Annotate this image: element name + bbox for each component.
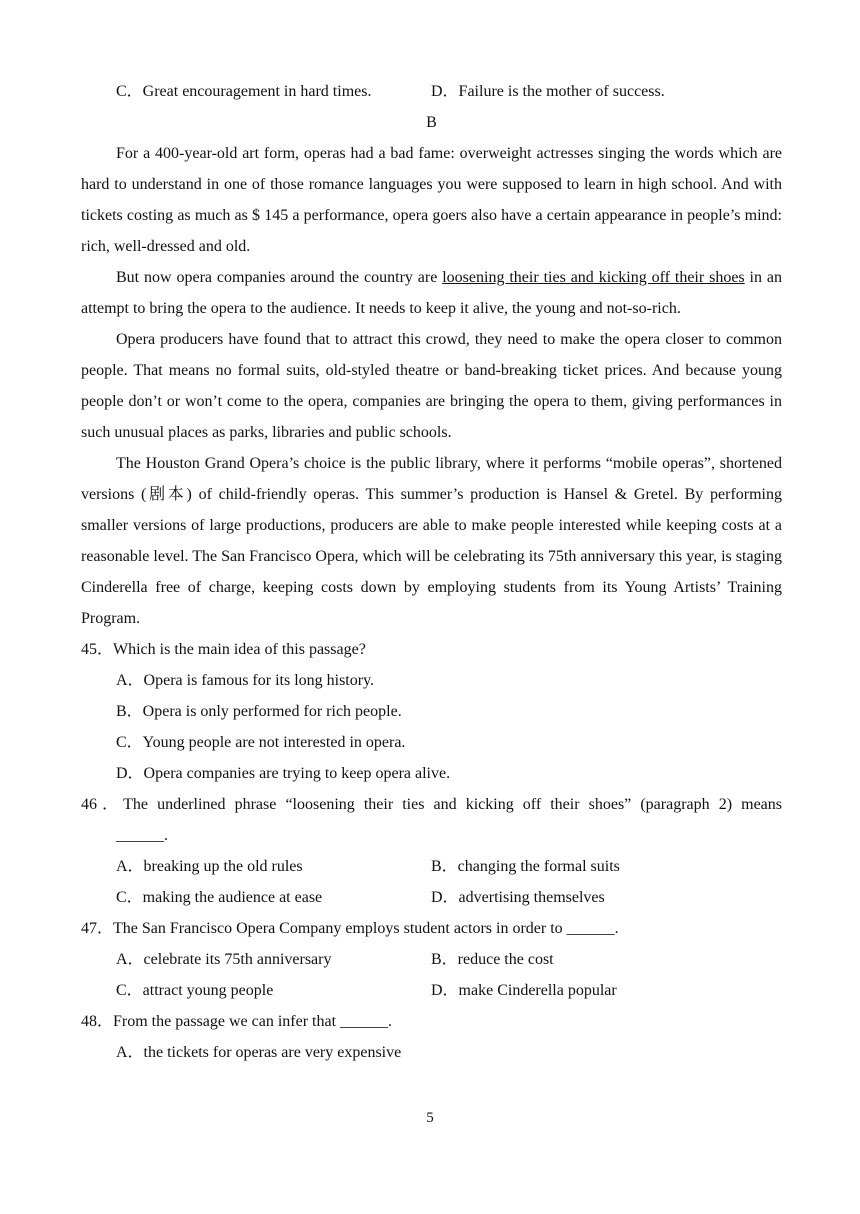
paragraph-4: The Houston Grand Opera’s choice is the public library, where it performs “mobile operas”, shortened versions (剧本) of child-friendly operas. This summer’s production is Hansel & Gretel. By performing smaller versions of large productions, producers are able to make people interested while keeping costs at a reasonable level. The San Francisco Opera, which will be celebrating its 75th anniversary this year, is staging Cinderella free of charge, keeping costs down by employing students from its Young Artists’ Training Program. xyxy=(81,455,782,627)
paragraph-1: For a 400-year-old art form, operas had a bad fame: overweight actresses singing the words which are hard to understand in one of those romance languages you were supposed to learn in high school. And with tickets costing as much as $ 145 a performance, opera goers also have a certain appearance in people’s mind: rich, well-dressed and old. xyxy=(81,145,782,255)
paragraph-2-end: in an attempt to bring the opera to the audience. It needs to keep it alive, the young and not-so-rich. xyxy=(81,269,783,317)
paragraph-2 xyxy=(81,262,782,324)
question-text: 45．Which is the main idea of this passage? xyxy=(81,641,366,658)
page-content xyxy=(81,76,782,1068)
answer-blank: ______. xyxy=(116,827,168,844)
underlined-phrase: loosening their ties and kicking off their shoes xyxy=(442,269,745,286)
question-45 xyxy=(81,634,782,789)
option-a: A．celebrate its 75th anniversary xyxy=(116,951,332,968)
question-text: 46．The underlined phrase “loosening their ties and kicking off their shoes” (paragraph 2) means xyxy=(81,796,782,813)
option-d: D．Opera companies are trying to keep opera alive. xyxy=(116,765,451,782)
option-a: A．the tickets for operas are very expensive xyxy=(116,1044,402,1061)
options-row-2 xyxy=(81,882,782,913)
question-47 xyxy=(81,913,782,1006)
option-d: D．advertising themselves xyxy=(431,889,605,906)
paragraph-2-start: But now opera companies around the country are xyxy=(116,269,443,286)
option-a: A．Opera is famous for its long history. xyxy=(116,672,375,689)
option-d: D．Failure is the mother of success. xyxy=(431,83,665,100)
question-text: 48．From the passage we can infer that ______. xyxy=(81,1013,393,1030)
options-row-2 xyxy=(81,975,782,1006)
option-c: C．attract young people xyxy=(116,982,274,999)
option-c: C．Young people are not interested in opera. xyxy=(116,734,406,751)
option-d: D．make Cinderella popular xyxy=(431,982,617,999)
options-row-1 xyxy=(81,944,782,975)
question-text: 47．The San Francisco Opera Company employs student actors in order to ______. xyxy=(81,920,619,937)
option-b: B．Opera is only performed for rich people. xyxy=(116,703,402,720)
question-46 xyxy=(81,789,782,913)
section-heading: B xyxy=(426,114,437,131)
option-c: C．making the audience at ease xyxy=(116,889,323,906)
page-number: 5 xyxy=(426,1110,434,1126)
options-row-1 xyxy=(81,851,782,882)
option-b: B．reduce the cost xyxy=(431,951,554,968)
option-c: C．Great encouragement in hard times. xyxy=(116,83,372,100)
question-48 xyxy=(81,1006,782,1068)
previous-question-options xyxy=(81,76,782,107)
paragraph-3: Opera producers have found that to attract this crowd, they need to make the opera closer to common people. That means no formal suits, old-styled theatre or band-breaking ticket prices. And because young people don’t or won’t come to the opera, companies are bringing the opera to them, giving performances in such unusual places as parks, libraries and public schools. xyxy=(81,331,782,441)
option-a: A．breaking up the old rules xyxy=(116,858,303,875)
option-b: B．changing the formal suits xyxy=(431,858,620,875)
